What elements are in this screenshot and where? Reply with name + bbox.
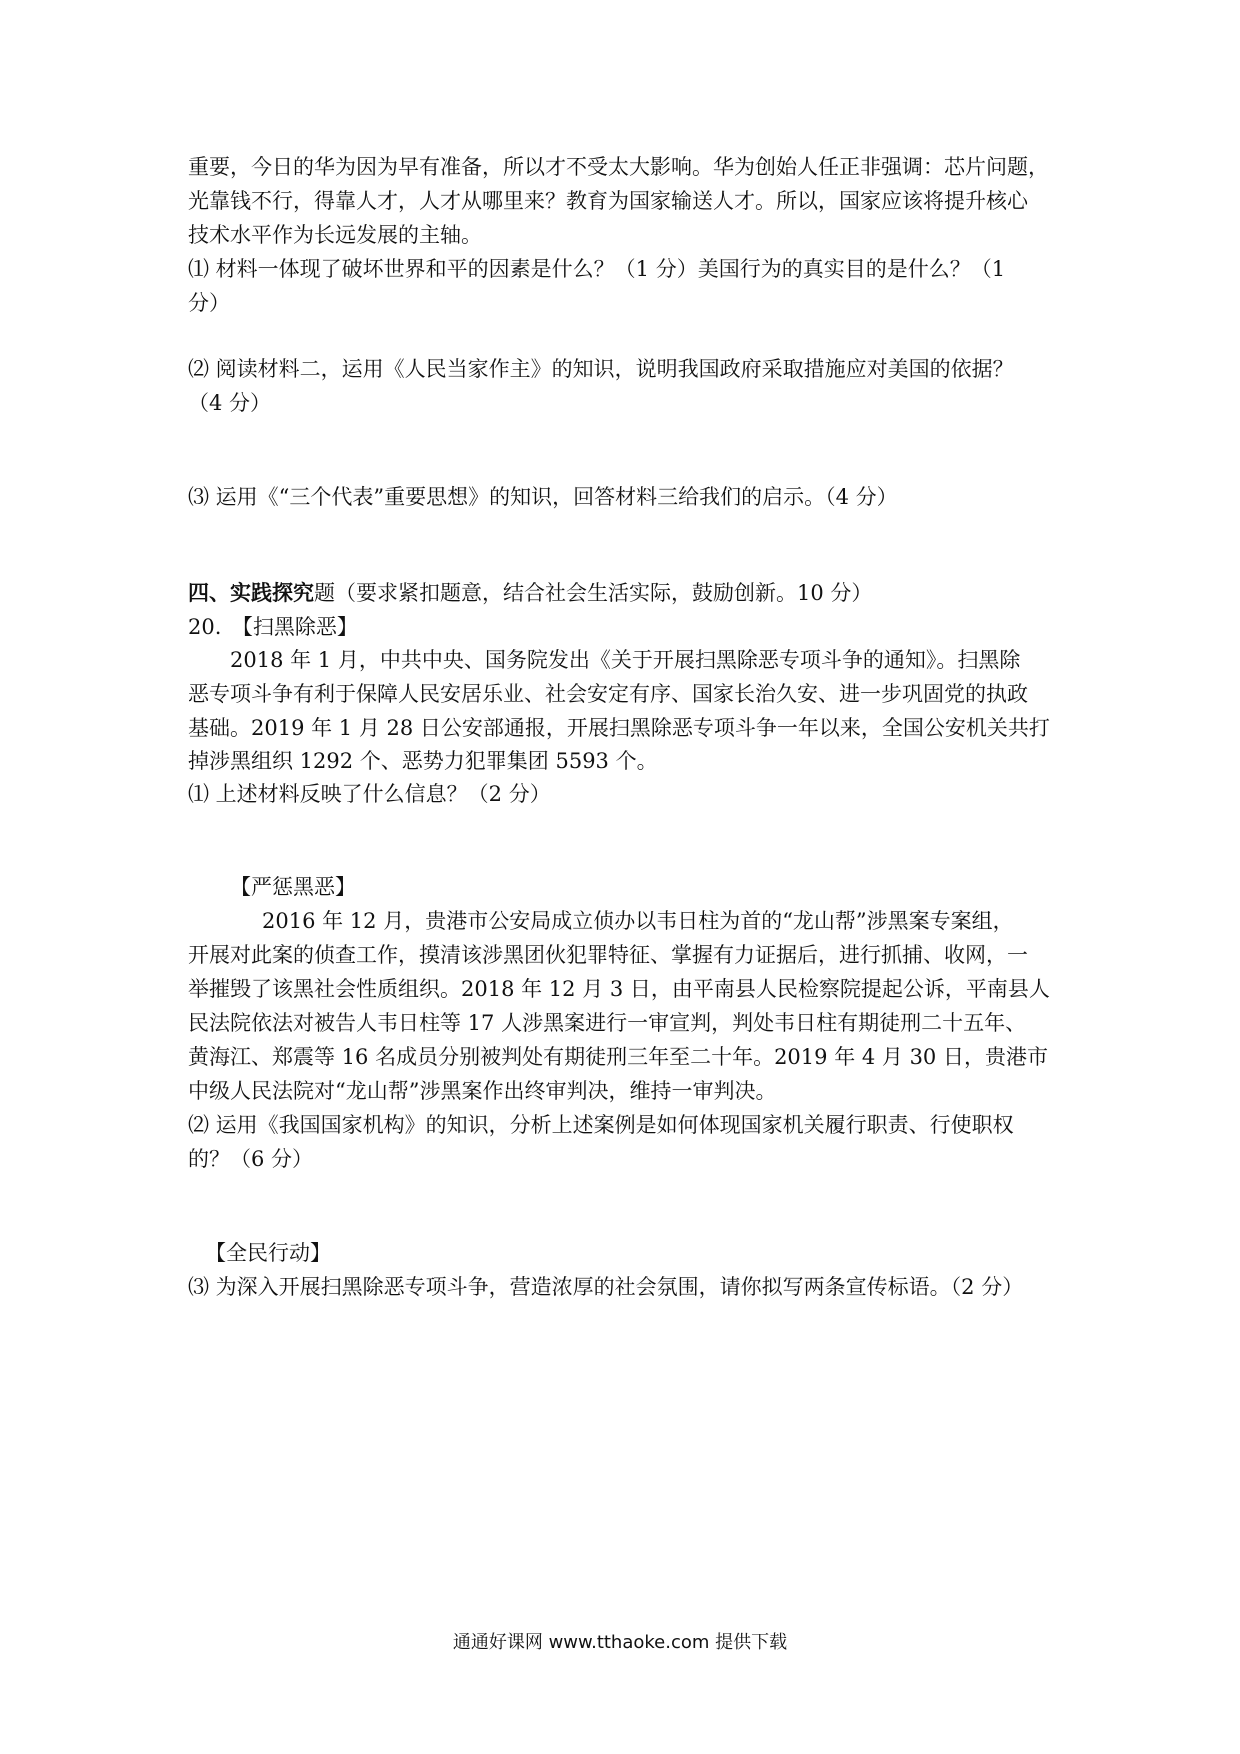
paragraph-line: 民法院依法对被告人韦日柱等 17 人涉黑案进行一审宣判，判处韦日柱有期徒刑二十五年、 <box>188 1011 1027 1035</box>
section-heading <box>188 578 1068 608</box>
question-line: （4 分） <box>188 391 272 415</box>
paragraph-line: 2018 年 1 月，中共中央、国务院发出《关于开展扫黑除恶专项斗争的通知》。扫黑除 <box>230 648 1021 672</box>
section-heading-rest: 题（要求紧扣题意，结合社会生活实际，鼓励创新。10 分） <box>314 581 873 605</box>
paragraph-line: 恶专项斗争有利于保障人民安居乐业、社会安定有序、国家长治久安、进一步巩固党的执政 <box>188 682 1028 706</box>
text-line: 技术水平作为长远发展的主轴。 <box>188 223 482 247</box>
paragraph-line: 掉涉黑组织 1292 个、恶势力犯罪集团 5593 个。 <box>188 749 658 773</box>
question-line: ⑶ 为深入开展扫黑除恶专项斗争，营造浓厚的社会氛围，请你拟写两条宣传标语。（2 分） <box>188 1275 1024 1299</box>
text-line: 光靠钱不行，得靠人才，人才从哪里来？教育为国家输送人才。所以，国家应该将提升核心 <box>188 189 1028 213</box>
question-line: ⑴ 材料一体现了破坏世界和平的因素是什么？（1 分）美国行为的真实目的是什么？（1 <box>188 257 1006 281</box>
question-line: ⑵ 阅读材料二，运用《人民当家作主》的知识，说明我国政府采取措施应对美国的依据？ <box>188 357 1014 381</box>
question-number-label: 20. 【扫黑除恶】 <box>188 615 358 639</box>
paragraph-line: 开展对此案的侦查工作，摸清该涉黑团伙犯罪特征、掌握有力证据后，进行抓捕、收网，一 <box>188 943 1028 967</box>
paragraph-line: 2016 年 12 月，贵港市公安局成立侦办以韦日柱为首的“龙山帮”涉黑案专案组， <box>262 909 1014 933</box>
paragraph-line: 举摧毁了该黑社会性质组织。2018 年 12 月 3 日，由平南县人民检察院提起公诉，平南县人 <box>188 977 1050 1001</box>
question-line: ⑶ 运用《“三个代表”重要思想》的知识，回答材料三给我们的启示。（4 分） <box>188 485 898 509</box>
page-footer: 通通好课网 www.tthaoke.com 提供下载 <box>452 1632 788 1653</box>
question-line: ⑴ 上述材料反映了什么信息？（2 分） <box>188 782 551 806</box>
paragraph-line: 基础。2019 年 1 月 28 日公安部通报，开展扫黑除恶专项斗争一年以来，全国公安机关共打 <box>188 716 1050 740</box>
section-heading-bold: 四、实践探究 <box>188 580 314 605</box>
text-line: 重要，今日的华为因为早有准备，所以才不受太大影响。华为创始人任正非强调：芯片问题， <box>188 155 1049 179</box>
subsection-title: 【全民行动】 <box>205 1241 331 1265</box>
question-line: ⑵ 运用《我国国家机构》的知识，分析上述案例是如何体现国家机关履行职责、行使职权 <box>188 1113 1014 1137</box>
paragraph-line: 中级人民法院对“龙山帮”涉黑案作出终审判决，维持一审判决。 <box>188 1079 777 1103</box>
paragraph-line: 黄海江、郑震等 16 名成员分别被判处有期徒刑三年至二十年。2019 年 4 月 30 日，贵港市 <box>188 1045 1048 1069</box>
subsection-title: 【严惩黑恶】 <box>230 875 356 899</box>
question-line: 的？（6 分） <box>188 1147 314 1171</box>
question-line: 分） <box>188 291 230 315</box>
